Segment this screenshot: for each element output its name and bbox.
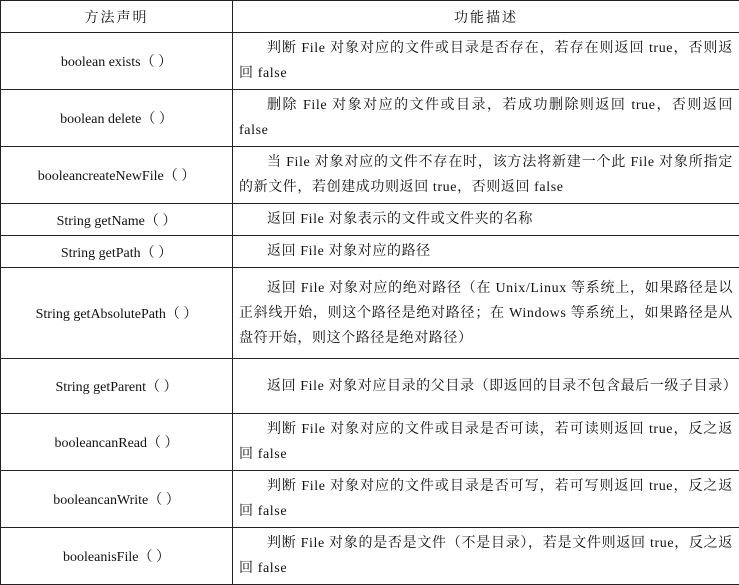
method-column-header: 方法声明: [1, 1, 233, 33]
table-row: [1, 359, 739, 414]
table-row: [1, 528, 739, 585]
method-name: booleanisFile（ ）: [1, 528, 233, 585]
table-header-row: [1, 1, 739, 33]
method-description: 返回 File 对象对应的绝对路径（在 Unix/Linux 等系统上，如果路径是以正斜线开始，则这个路径是绝对路径；在 Windows 等系统上，如果路径是从盘符开始，则这个路径是绝对路径）: [239, 276, 733, 351]
method-description: 判断 File 对象的是否是文件（不是目录），若是文件则返回 true，反之返回 false: [239, 531, 733, 581]
table-row: [1, 204, 739, 236]
method-description: 返回 File 对象对应的路径: [239, 239, 733, 264]
method-description: 判断 File 对象对应的文件或目录是否存在，若存在则返回 true，否则返回 false: [239, 36, 733, 86]
method-description: 判断 File 对象对应的文件或目录是否可写，若可写则返回 true，反之返回 false: [239, 474, 733, 524]
method-description: 返回 File 对象对应目录的父目录（即返回的目录不包含最后一级子目录）: [239, 374, 733, 399]
method-name: booleancreateNewFile（ ）: [1, 147, 233, 204]
method-name: boolean delete（ ）: [1, 90, 233, 147]
method-name: String getAbsolutePath（ ）: [1, 268, 233, 359]
table-row: [1, 268, 739, 359]
table-row: [1, 90, 739, 147]
method-description: 当 File 对象对应的文件不存在时，该方法将新建一个此 File 对象所指定的新文件，若创建成功则返回 true，否则返回 false: [239, 150, 733, 200]
method-name: booleancanWrite（ ）: [1, 471, 233, 528]
method-description: 返回 File 对象表示的文件或文件夹的名称: [239, 207, 733, 232]
method-name: String getPath（ ）: [1, 236, 233, 268]
table-row: [1, 236, 739, 268]
table-row: [1, 147, 739, 204]
description-column-header: 功能描述: [233, 1, 739, 33]
method-description: 删除 File 对象对应的文件或目录，若成功删除则返回 true，否则返回 false: [239, 93, 733, 143]
method-description: 判断 File 对象对应的文件或目录是否可读，若可读则返回 true，反之返回 false: [239, 417, 733, 467]
method-name: String getParent（ ）: [1, 359, 233, 414]
table-row: [1, 414, 739, 471]
method-name: String getName（ ）: [1, 204, 233, 236]
table-row: [1, 33, 739, 90]
table-row: [1, 471, 739, 528]
method-name: boolean exists（ ）: [1, 33, 233, 90]
method-name: booleancanRead（ ）: [1, 414, 233, 471]
